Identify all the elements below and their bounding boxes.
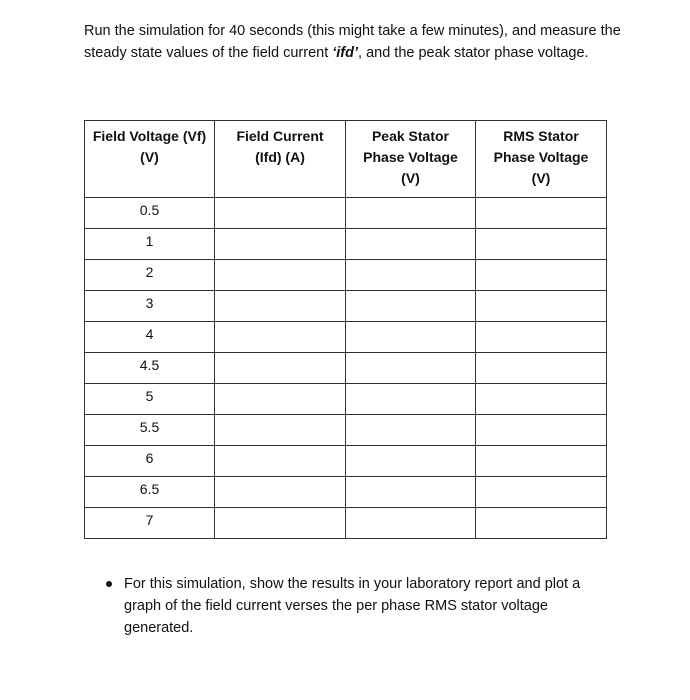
cell-rms-voltage[interactable] <box>476 322 607 353</box>
table-body <box>85 198 607 539</box>
table-row <box>85 353 607 384</box>
table-row <box>85 477 607 508</box>
cell-field-current[interactable] <box>215 384 346 415</box>
cell-field-voltage: 4 <box>85 322 215 353</box>
cell-field-voltage: 6.5 <box>85 477 215 508</box>
cell-field-voltage: 3 <box>85 291 215 322</box>
cell-rms-voltage[interactable] <box>476 477 607 508</box>
table-row <box>85 446 607 477</box>
bullet-text: For this simulation, show the results in your laboratory report and plot a graph of the field current verses the per phase RMS stator voltage generated. <box>124 576 581 636</box>
cell-field-voltage: 6 <box>85 446 215 477</box>
table-row <box>85 260 607 291</box>
header-peak-stator-voltage <box>346 121 476 198</box>
cell-rms-voltage[interactable] <box>476 508 607 539</box>
table-row <box>85 415 607 446</box>
cell-peak-voltage[interactable] <box>346 508 476 539</box>
table-row <box>85 384 607 415</box>
header-rms-stator-voltage <box>476 121 607 198</box>
intro-emphasis-ifd: ‘ifd’ <box>332 45 359 61</box>
cell-peak-voltage[interactable] <box>346 446 476 477</box>
header-line: Peak Stator <box>371 128 450 144</box>
cell-rms-voltage[interactable] <box>476 353 607 384</box>
cell-rms-voltage[interactable] <box>476 260 607 291</box>
cell-field-voltage: 7 <box>85 508 215 539</box>
cell-rms-voltage[interactable] <box>476 446 607 477</box>
header-field-current <box>215 121 346 198</box>
header-line: (V) <box>140 149 159 165</box>
cell-peak-voltage[interactable] <box>346 291 476 322</box>
intro-text-before: Run the simulation for 40 seconds (this might take a few minutes), and measure the steady state values of the field current <box>84 23 621 61</box>
header-line: (V) <box>531 170 551 186</box>
cell-field-current[interactable] <box>215 446 346 477</box>
bullet-dot-icon <box>106 581 112 587</box>
cell-field-current[interactable] <box>215 322 346 353</box>
cell-peak-voltage[interactable] <box>346 260 476 291</box>
cell-peak-voltage[interactable] <box>346 415 476 446</box>
table-row <box>85 322 607 353</box>
cell-rms-voltage[interactable] <box>476 198 607 229</box>
cell-field-current[interactable] <box>215 477 346 508</box>
header-line: Field Current <box>236 128 324 144</box>
table-row <box>85 508 607 539</box>
header-line: RMS Stator <box>503 128 579 144</box>
header-line: Phase Voltage <box>363 149 458 165</box>
cell-peak-voltage[interactable] <box>346 322 476 353</box>
cell-peak-voltage[interactable] <box>346 353 476 384</box>
cell-peak-voltage[interactable] <box>346 477 476 508</box>
cell-field-voltage: 5.5 <box>85 415 215 446</box>
table-header-row <box>85 121 607 198</box>
cell-field-voltage: 5 <box>85 384 215 415</box>
cell-rms-voltage[interactable] <box>476 229 607 260</box>
intro-text-after: , and the peak stator phase voltage. <box>358 45 589 61</box>
cell-rms-voltage[interactable] <box>476 415 607 446</box>
cell-field-current[interactable] <box>215 291 346 322</box>
cell-field-current[interactable] <box>215 260 346 291</box>
table-row <box>85 291 607 322</box>
cell-peak-voltage[interactable] <box>346 198 476 229</box>
cell-field-current[interactable] <box>215 229 346 260</box>
cell-field-voltage: 2 <box>85 260 215 291</box>
table-row <box>85 198 607 229</box>
results-table <box>84 120 607 539</box>
instruction-list <box>106 573 616 639</box>
cell-peak-voltage[interactable] <box>346 384 476 415</box>
cell-peak-voltage[interactable] <box>346 229 476 260</box>
cell-rms-voltage[interactable] <box>476 384 607 415</box>
header-line: (V) <box>401 170 420 186</box>
table-row <box>85 229 607 260</box>
cell-field-voltage: 0.5 <box>85 198 215 229</box>
cell-field-current[interactable] <box>215 198 346 229</box>
cell-rms-voltage[interactable] <box>476 291 607 322</box>
header-line: Phase Voltage <box>493 149 589 165</box>
cell-field-current[interactable] <box>215 415 346 446</box>
header-line: Field Voltage (Vf) <box>92 128 207 144</box>
cell-field-current[interactable] <box>215 508 346 539</box>
intro-paragraph <box>84 20 624 64</box>
cell-field-voltage: 4.5 <box>85 353 215 384</box>
cell-field-voltage: 1 <box>85 229 215 260</box>
header-field-voltage <box>85 121 215 198</box>
list-item <box>106 573 616 639</box>
cell-field-current[interactable] <box>215 353 346 384</box>
header-line: (Ifd) (A) <box>255 149 305 165</box>
